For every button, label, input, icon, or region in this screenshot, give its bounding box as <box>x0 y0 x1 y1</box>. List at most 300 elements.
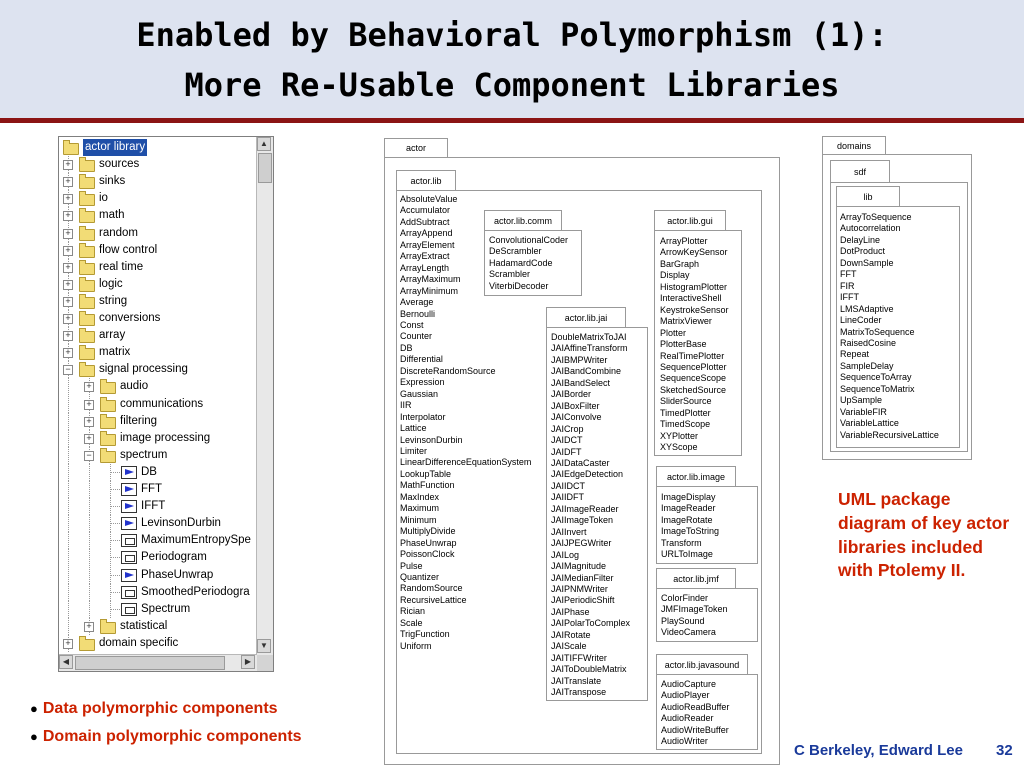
tree-item-label: audio <box>120 380 149 393</box>
actor-lib-javasound-tab: actor.lib.javasound <box>656 654 748 674</box>
class-name: ImageToString <box>661 526 720 537</box>
folder-icon <box>79 229 95 241</box>
class-name: Uniform <box>400 640 432 651</box>
class-name: JAIPNMWriter <box>551 583 608 594</box>
tree-guide-line <box>68 430 69 447</box>
actor-package-tab: actor <box>384 138 448 157</box>
class-name: JAIBorder <box>551 389 592 400</box>
expand-icon[interactable]: + <box>63 229 73 239</box>
actor-lib-javasound-class-list <box>661 679 729 748</box>
class-name: ArrowKeySensor <box>660 247 728 258</box>
class-name: ColorFinder <box>661 593 709 603</box>
class-name: AudioReadBuffer <box>661 701 730 712</box>
class-name: PhaseUnwrap <box>400 537 457 548</box>
class-name: ArrayAppend <box>400 228 453 239</box>
sdf-lib-tab: lib <box>836 186 900 206</box>
tree-item[interactable] <box>59 310 257 327</box>
horizontal-scrollbar[interactable] <box>59 654 257 671</box>
class-name: SequenceToMatrix <box>840 383 915 394</box>
class-name: RealTimePlotter <box>660 350 725 361</box>
expand-icon[interactable]: + <box>63 331 73 341</box>
tree-item[interactable] <box>59 584 257 601</box>
scroll-up-icon[interactable]: ▲ <box>257 137 271 151</box>
tree-item-label: statistical <box>120 619 168 632</box>
tree-item[interactable] <box>59 276 257 293</box>
tree-item-label: math <box>99 209 125 222</box>
diagram-caption: UML package diagram of key actor libraries included with Ptolemy II. <box>838 489 1010 581</box>
tree-item[interactable] <box>59 242 257 259</box>
class-name: DotProduct <box>840 246 886 257</box>
tree-item-label: flow control <box>99 243 158 256</box>
actor-lib-jai-tab: actor.lib.jai <box>546 307 626 327</box>
class-name: JAIToDoubleMatrix <box>551 664 627 675</box>
folder-icon <box>79 331 95 343</box>
class-name: JAIAffineTransform <box>551 343 628 354</box>
expand-icon[interactable]: + <box>63 280 73 290</box>
class-name: RandomSource <box>400 583 463 594</box>
class-name: AudioPlayer <box>661 690 710 701</box>
class-name: JAIImageReader <box>551 503 619 514</box>
tree-guide-line <box>68 481 69 498</box>
tree-item[interactable] <box>59 259 257 276</box>
class-name: UpSample <box>840 395 883 406</box>
class-name: VariableRecursiveLattice <box>840 429 939 440</box>
class-name: JAIInvert <box>551 526 587 537</box>
tree-guide-line <box>89 498 90 515</box>
folder-icon <box>79 160 95 172</box>
tree-item-label: spectrum <box>120 448 168 461</box>
tree-item[interactable] <box>59 396 257 413</box>
class-name: InteractiveShell <box>660 293 722 304</box>
class-name: TimedScope <box>660 419 711 430</box>
expand-icon[interactable]: + <box>84 382 94 392</box>
tree-guide-line <box>89 549 90 566</box>
expand-icon[interactable]: + <box>63 246 73 256</box>
class-name: MatrixViewer <box>660 316 712 327</box>
actor-block-icon <box>121 551 137 564</box>
folder-icon <box>100 434 116 446</box>
class-name: TimedPlotter <box>660 407 711 418</box>
folder-icon <box>79 348 95 360</box>
tree-guide-line <box>68 413 69 430</box>
bullet-text: Data polymorphic components <box>42 700 278 717</box>
class-name: Pulse <box>400 560 423 571</box>
folder-icon <box>100 417 116 429</box>
tree-guide-line <box>68 584 69 601</box>
class-name: ArrayToSequence <box>840 212 912 222</box>
class-name: Quantizer <box>400 571 440 582</box>
open-folder-icon <box>100 451 116 463</box>
sdf-lib-class-list <box>840 212 939 441</box>
scroll-left-icon[interactable]: ◀ <box>59 655 73 669</box>
actor-lib-jai-class-list <box>551 332 630 699</box>
class-name: XYScope <box>660 442 698 453</box>
expand-icon[interactable]: + <box>63 160 73 170</box>
tree-item-label: filtering <box>120 414 158 427</box>
tree-item-label: SmoothedPeriodogra <box>141 585 250 598</box>
folder-icon <box>79 280 95 292</box>
class-name: Maximum <box>400 503 440 514</box>
tree-item-label: array <box>99 329 126 342</box>
class-name: ArrayMinimum <box>400 285 459 296</box>
tree-guide-line <box>89 567 90 584</box>
class-name: Accumulator <box>400 205 451 216</box>
actor-flag-icon <box>121 483 137 496</box>
class-name: DelayLine <box>840 234 881 245</box>
actor-lib-jmf-tab: actor.lib.jmf <box>656 568 736 588</box>
expand-icon[interactable]: + <box>63 211 73 221</box>
class-name: Lattice <box>400 423 427 434</box>
class-name: Rician <box>400 606 426 617</box>
class-name: RaisedCosine <box>840 337 897 348</box>
tree-item-label: FFT <box>141 483 163 495</box>
class-name: MatrixToSequence <box>840 326 915 337</box>
class-name: Display <box>660 270 690 281</box>
tree-guide-line <box>68 464 69 481</box>
tree-item[interactable] <box>59 207 257 224</box>
actor-block-icon <box>121 603 137 616</box>
tree-item[interactable] <box>59 378 257 395</box>
class-name: ConvolutionalCoder <box>489 235 569 245</box>
class-name: HistogramPlotter <box>660 281 728 292</box>
class-name: Counter <box>400 331 433 342</box>
class-name: ImageRotate <box>661 514 713 525</box>
open-folder-icon <box>79 365 95 377</box>
class-name: Interpolator <box>400 411 446 422</box>
slide-title-line2: More Re-Usable Component Libraries <box>184 66 840 104</box>
class-name: Expression <box>400 377 445 388</box>
class-name: VariableFIR <box>840 406 887 417</box>
bullet-text: Domain polymorphic components <box>42 728 302 745</box>
class-name: Scrambler <box>489 269 531 280</box>
expand-icon[interactable]: + <box>63 177 73 187</box>
class-name: MultiplyDivide <box>400 526 456 537</box>
class-name: JAIDCT <box>551 435 583 446</box>
class-name: JAIPeriodicShift <box>551 595 615 606</box>
actor-lib-image-tab: actor.lib.image <box>656 466 736 486</box>
class-name: DiscreteRandomSource <box>400 365 496 376</box>
folder-icon <box>79 314 95 326</box>
class-name: ArrayLength <box>400 262 450 273</box>
collapse-icon[interactable]: − <box>63 365 73 375</box>
class-name: JAIScale <box>551 641 587 652</box>
class-name: JAIBMPWriter <box>551 354 608 365</box>
actor-block-icon <box>121 586 137 599</box>
collapse-icon[interactable]: − <box>84 451 94 461</box>
tree-guide-line <box>68 618 69 635</box>
class-name: ViterbiDecoder <box>489 280 549 291</box>
title-divider <box>0 118 1024 123</box>
class-name: JAICrop <box>551 423 584 434</box>
tree-guide-line <box>68 567 69 584</box>
folder-icon <box>100 622 116 634</box>
class-name: Scale <box>400 617 423 628</box>
class-name: RecursiveLattice <box>400 594 467 605</box>
tree-item[interactable] <box>59 498 257 515</box>
scroll-corner <box>257 655 273 671</box>
footer-org: C Berkeley, Edward Lee <box>794 742 963 759</box>
class-name: ArrayPlotter <box>660 236 708 246</box>
tree-item[interactable] <box>59 327 257 344</box>
tree-item[interactable] <box>59 447 257 464</box>
class-name: VideoCamera <box>661 627 716 638</box>
expand-icon[interactable]: + <box>84 417 94 427</box>
actor-flag-icon <box>121 569 137 582</box>
class-name: Limiter <box>400 445 428 456</box>
class-name: JAIEdgeDetection <box>551 469 624 480</box>
class-name: JAIIDCT <box>551 480 586 491</box>
tree-guide-line <box>68 498 69 515</box>
tree-item[interactable] <box>59 567 257 584</box>
tree-item-label: matrix <box>99 346 131 359</box>
tree-guide-line <box>89 584 90 601</box>
tree-guide-line <box>68 515 69 532</box>
class-name: Plotter <box>660 327 687 338</box>
class-name: SequenceToArray <box>840 372 912 383</box>
tree-item[interactable] <box>59 635 257 652</box>
tree-item[interactable] <box>59 515 257 532</box>
tree-guide-line <box>89 464 90 481</box>
class-name: JAIBandSelect <box>551 377 611 388</box>
tree-item-label: Spectrum <box>141 602 191 615</box>
tree-item[interactable] <box>59 139 257 156</box>
tree-guide-line <box>89 515 90 532</box>
tree-guide-line <box>89 532 90 549</box>
actor-lib-gui-class-list <box>660 236 729 454</box>
class-name: AudioWriter <box>661 736 708 747</box>
expand-icon[interactable]: + <box>63 263 73 273</box>
class-name: ArrayExtract <box>400 251 450 262</box>
class-name: JAIJPEGWriter <box>551 538 612 549</box>
folder-icon <box>79 246 95 258</box>
class-name: Autocorrelation <box>840 223 901 234</box>
class-name: DeScrambler <box>489 246 542 257</box>
vertical-scroll-thumb[interactable] <box>258 153 272 183</box>
class-name: SequencePlotter <box>660 361 727 372</box>
class-name: Const <box>400 319 424 330</box>
tree-item[interactable] <box>59 618 257 635</box>
sdf-package-tab: sdf <box>830 160 890 182</box>
class-name: Transform <box>661 537 702 548</box>
vertical-scrollbar[interactable] <box>256 137 273 655</box>
tree-item-label: conversions <box>99 312 161 324</box>
class-name: JAILog <box>551 549 580 560</box>
class-name: JAIRotate <box>551 629 591 640</box>
class-name: LookupTable <box>400 468 452 479</box>
tree-item-label: LevinsonDurbin <box>141 517 221 530</box>
class-name: JMFImageToken <box>661 604 728 615</box>
tree-guide-line <box>68 549 69 566</box>
bullet-data-polymorphic <box>30 700 278 718</box>
class-name: Bernoulli <box>400 308 436 319</box>
bullet-dot-icon: ● <box>30 729 38 744</box>
class-name: VariableLattice <box>840 418 899 429</box>
class-name: AbsoluteValue <box>400 194 458 204</box>
scroll-down-icon[interactable]: ▼ <box>257 639 271 653</box>
tree-item[interactable] <box>59 344 257 361</box>
tree-item[interactable] <box>59 413 257 430</box>
folder-icon <box>79 211 95 223</box>
class-name: IFFT <box>840 292 859 303</box>
actor-lib-tab: actor.lib <box>396 170 456 190</box>
class-name: SampleDelay <box>840 360 894 371</box>
expand-icon[interactable]: + <box>84 622 94 632</box>
class-name: JAIConvolve <box>551 412 602 423</box>
tree-item-label: DB <box>141 465 157 478</box>
class-name: SliderSource <box>660 396 712 407</box>
class-name: HadamardCode <box>489 257 553 268</box>
class-name: Gaussian <box>400 388 439 399</box>
class-name: SketchedSource <box>660 384 727 395</box>
class-name: JAITIFFWriter <box>551 652 607 663</box>
class-name: KeystrokeSensor <box>660 304 729 315</box>
tree-guide-line <box>68 378 69 395</box>
class-name: JAIPhase <box>551 606 590 617</box>
domains-package-tab: domains <box>822 136 886 154</box>
class-name: JAIPolarToComplex <box>551 618 631 629</box>
folder-icon <box>79 177 95 189</box>
class-name: DownSample <box>840 257 894 268</box>
expand-icon[interactable]: + <box>84 400 94 410</box>
expand-icon[interactable]: + <box>63 297 73 307</box>
tree-item-label: PhaseUnwrap <box>141 568 214 581</box>
class-name: AudioReader <box>661 713 714 724</box>
tree-item-label: actor library <box>83 139 147 156</box>
tree-item-label: io <box>99 192 108 205</box>
actor-lib-image-class-list <box>661 492 719 561</box>
class-name: Minimum <box>400 514 437 525</box>
tree-item[interactable] <box>59 293 257 310</box>
tree-item[interactable] <box>59 464 257 481</box>
class-name: AudioWriteBuffer <box>661 724 729 735</box>
actor-library-tree[interactable] <box>58 136 274 672</box>
class-name: DB <box>400 342 413 353</box>
class-name: ImageReader <box>661 503 716 514</box>
actor-lib-comm-class-list <box>489 235 568 292</box>
tree-item-label: Periodogram <box>141 551 207 564</box>
tree-guide-line <box>68 532 69 549</box>
tree-item[interactable] <box>59 225 257 242</box>
class-name: PoissonClock <box>400 549 455 560</box>
tree-item-label: sources <box>99 158 140 171</box>
actor-lib-gui-tab: actor.lib.gui <box>654 210 726 230</box>
tree-guide-line <box>68 601 69 618</box>
class-name: Repeat <box>840 349 870 360</box>
class-name: AddSubtract <box>400 216 450 227</box>
tree-item-label: domain specific <box>99 636 179 649</box>
horizontal-scroll-thumb[interactable] <box>75 656 225 670</box>
folder-icon <box>79 639 95 651</box>
tree-guide-line <box>89 481 90 498</box>
class-name: DoubleMatrixToJAI <box>551 332 627 342</box>
folder-icon <box>79 297 95 309</box>
folder-icon <box>100 400 116 412</box>
actor-block-icon <box>121 534 137 547</box>
tree-item-label: logic <box>99 277 123 290</box>
tree-item[interactable] <box>59 190 257 207</box>
class-name: FFT <box>840 269 857 280</box>
class-name: BarGraph <box>660 258 700 269</box>
class-name: FIR <box>840 280 855 291</box>
folder-icon <box>100 382 116 394</box>
bullet-dot-icon: ● <box>30 701 38 716</box>
tree-item-label: communications <box>120 397 204 410</box>
class-name: MathFunction <box>400 480 455 491</box>
tree-item-label: sinks <box>99 175 126 188</box>
class-name: ImageDisplay <box>661 492 716 502</box>
class-name: JAIImageToken <box>551 515 614 526</box>
class-name: XYPlotter <box>660 430 699 441</box>
open-folder-icon <box>63 143 79 155</box>
folder-icon <box>79 194 95 206</box>
slide-title-line1: Enabled by Behavioral Polymorphism (1): <box>136 16 888 54</box>
class-name: JAIMedianFilter <box>551 572 614 583</box>
tree-item[interactable] <box>59 173 257 190</box>
tree-guide-line <box>89 601 90 618</box>
class-name: SequenceScope <box>660 373 727 384</box>
tree-item-label: signal processing <box>99 363 188 376</box>
class-name: MaxIndex <box>400 491 440 502</box>
tree-item-label: image processing <box>120 431 211 444</box>
class-name: LineCoder <box>840 315 882 326</box>
class-name: TrigFunction <box>400 629 450 640</box>
tree-item-label: real time <box>99 260 144 273</box>
tree-item[interactable] <box>59 601 257 618</box>
class-name: JAIDataCaster <box>551 457 610 468</box>
class-name: PlaySound <box>661 615 705 626</box>
class-name: LinearDifferenceEquationSystem <box>400 457 532 468</box>
tree-item-label: IFFT <box>141 500 166 513</box>
tree-item[interactable] <box>59 430 257 447</box>
tree-item[interactable] <box>59 532 257 549</box>
expand-icon[interactable]: + <box>63 348 73 358</box>
tree-item-label: string <box>99 294 128 307</box>
tree-item-label: MaximumEntropySpe <box>141 534 251 547</box>
actor-lib-jmf-class-list <box>661 593 728 639</box>
expand-icon[interactable]: + <box>63 639 73 649</box>
class-name: JAIDFT <box>551 446 582 457</box>
tree-item[interactable] <box>59 156 257 173</box>
expand-icon[interactable]: + <box>84 434 94 444</box>
class-name: Differential <box>400 354 443 365</box>
class-name: URLToImage <box>661 549 713 560</box>
page-number: 32 <box>996 742 1013 759</box>
class-name: ArrayElement <box>400 239 455 250</box>
class-name: JAITranslate <box>551 675 602 686</box>
class-name: PlotterBase <box>660 339 707 350</box>
tree-item[interactable] <box>59 549 257 566</box>
expand-icon[interactable]: + <box>63 314 73 324</box>
tree-item-label: random <box>99 226 138 239</box>
actor-flag-icon <box>121 466 137 479</box>
class-name: IIR <box>400 400 412 411</box>
actor-lib-comm-tab: actor.lib.comm <box>484 210 562 230</box>
actor-flag-icon <box>121 517 137 530</box>
class-name: ArrayMaximum <box>400 274 461 285</box>
class-name: JAIBandCombine <box>551 366 622 377</box>
class-name: LMSAdaptive <box>840 303 894 314</box>
tree-item[interactable] <box>59 481 257 498</box>
bullet-domain-polymorphic <box>30 728 302 746</box>
class-name: AudioCapture <box>661 679 717 689</box>
tree-guide-line <box>68 447 69 464</box>
class-name: JAITranspose <box>551 687 607 698</box>
scroll-right-icon[interactable]: ▶ <box>241 655 255 669</box>
folder-icon <box>79 263 95 275</box>
expand-icon[interactable]: + <box>63 194 73 204</box>
tree-item[interactable] <box>59 361 257 378</box>
class-name: LevinsonDurbin <box>400 434 463 445</box>
